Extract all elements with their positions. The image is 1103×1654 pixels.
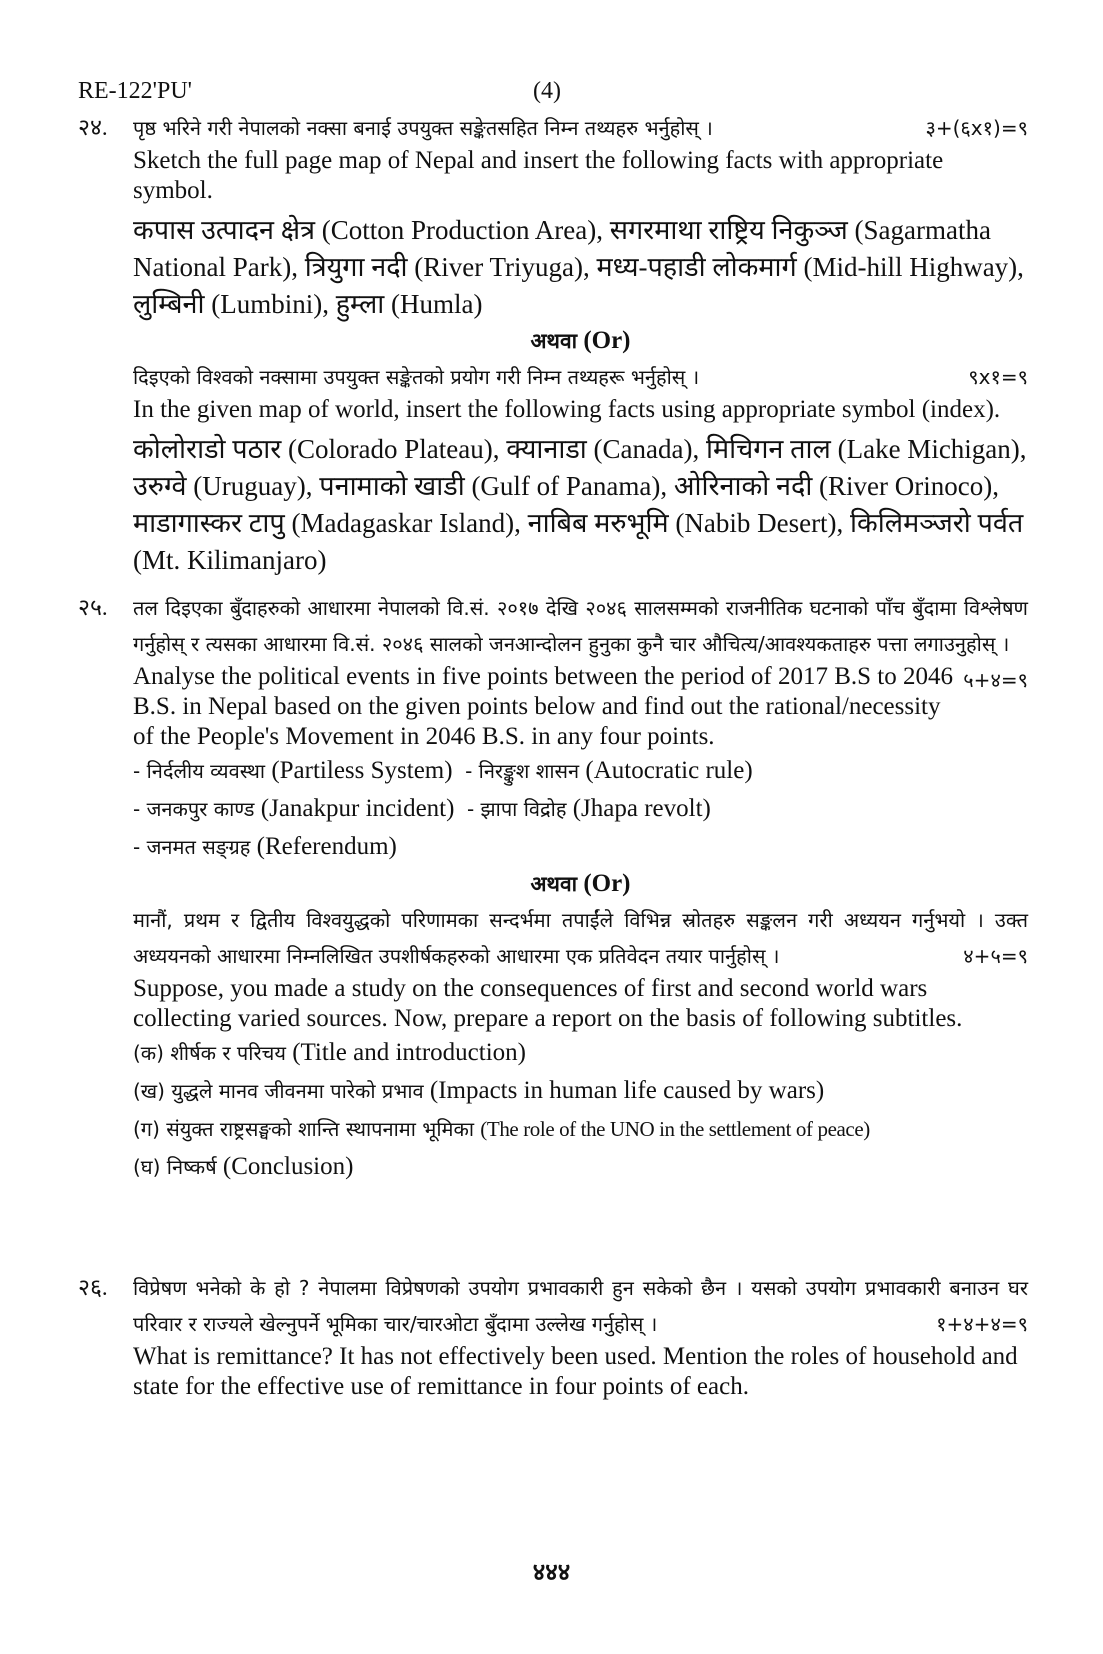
alt-question-text-en: In the given map of world, insert the following facts using appropriate symbol (index). (133, 396, 1001, 423)
alt-question-text-dev: मानौं, प्रथम र द्वितीय विश्वयुद्धको परिणामका सन्दर्भमा तपाईंले विभिन्न स्रोतहरु सङ्कलन गरी अध्ययन गर्नुभयो । उक्त अध्ययनको आधारमा निम्नलिखित उपशीर्षकहरुको आधारमा एक प्रतिवेदन तयार पार्नुहोस् । ४+५=९ (133, 902, 1028, 974)
question-number: २६. (78, 1275, 108, 1300)
or-divider: अथवा (Or) (530, 870, 631, 897)
alt-question-text-en: Suppose, you made a study on the consequences of first and second world wars collecting varied sources. Now, prepare a report on the basis of following subtitles. (133, 975, 963, 1032)
page-number: (4) (533, 78, 561, 104)
marks: १+४+४=९ (936, 1312, 1028, 1336)
facts-list: कपास उत्पादन क्षेत्र (Cotton Production Area), सगरमाथा राष्ट्रिय निकुञ्ज (Sagarmatha National Park), त्रियुगा नदी (River Triyuga), मध्य-पहाडी लोकमार्ग (Mid-hill Highway), लुम्बिनी (Lumbini), हुम्ला (Humla) (133, 215, 1024, 319)
list-item: (ग) संयुक्त राष्ट्रसङ्घको शान्ति स्थापनामा भूमिका (The role of the UNO in the settlement of peace) (133, 1117, 870, 1141)
question-text-en: Analyse the political events in five points between the period of 2017 B.S to 2046 B.S. in Nepal based on the given points below and find out the rational/necessity of the People's Movement in 2046 B.S. in any four points. (133, 663, 953, 750)
question-number: २४. (78, 115, 108, 140)
list-item: - जनकपुर काण्ड (Janakpur incident) - झापा विद्रोह (Jhapa revolt) (133, 795, 711, 822)
alt-question-text-dev: दिइएको विश्वको नक्सामा उपयुक्त सङ्केतको प्रयोग गरी निम्न तथ्यहरू भर्नुहोस् । ९x१=९ (133, 359, 1028, 395)
list-item: (क) शीर्षक र परिचय (Title and introduction) (133, 1039, 526, 1066)
list-item: - जनमत सङ्ग्रह (Referendum) (133, 833, 397, 860)
marks: ३+(६x१)=९ (925, 116, 1028, 140)
page-end-mark: ४४४ (532, 1560, 571, 1586)
marks: ५+४=९ (963, 668, 1028, 692)
page-header (78, 78, 1028, 112)
list-item: (ख) युद्धले मानव जीवनमा पारेको प्रभाव (Impacts in human life caused by wars) (133, 1077, 825, 1104)
alt-facts-list: कोलोराडो पठार (Colorado Plateau), क्यानाडा (Canada), मिचिगन ताल (Lake Michigan), उरुग्वे (Uruguay), पनामाको खाडी (Gulf of Panama), ओरिनाको नदी (River Orinoco), माडागास्कर टापु (Madagaskar Island), नाबिब मरुभूमि (Nabib Desert), किलिमञ्जरो पर्वत (Mt. Kilimanjaro) (133, 434, 1027, 575)
question-text-dev: पृष्ठ भरिने गरी नेपालको नक्सा बनाई उपयुक्त सङ्केतसहित निम्न तथ्यहरु भर्नुहोस् । ३+(६x१)=९ (133, 110, 1028, 146)
list-item: - निर्दलीय व्यवस्था (Partiless System) - निरङ्कुश शासन (Autocratic rule) (133, 757, 753, 784)
marks: ९x१=९ (968, 365, 1028, 389)
question-text-dev: विप्रेषण भनेको के हो ? नेपालमा विप्रेषणको उपयोग प्रभावकारी हुन सकेको छैन । यसको उपयोग प्रभावकारी बनाउन घर परिवार र राज्यले खेल्नुपर्ने भूमिका चार/चारओटा बुँदामा उल्लेख गर्नुहोस् । १+४+४=९ (133, 1270, 1028, 1342)
question-number: २५. (78, 595, 108, 620)
question-text-en: Sketch the full page map of Nepal and insert the following facts with appropriate symbol. (133, 147, 944, 204)
or-divider: अथवा (Or) (530, 327, 631, 354)
marks: ४+५=९ (963, 944, 1028, 968)
list-item: (घ) निष्कर्ष (Conclusion) (133, 1153, 354, 1180)
paper-code: RE-122'PU' (78, 78, 192, 104)
question-text-dev: तल दिइएका बुँदाहरुको आधारमा नेपालको वि.सं. २०१७ देखि २०४६ सालसम्मको राजनीतिक घटनाको पाँच बुँदामा विश्लेषण गर्नुहोस् र त्यसका आधारमा वि.सं. २०४६ सालको जनआन्दोलन हुनुका कुनै चार औचित्य/आवश्यकताहरु पत्ता लगाउनुहोस् । ५+४=९ (133, 590, 1028, 662)
question-text-en: What is remittance? It has not effectively been used. Mention the roles of household and state for the effective use of remittance in four points of each. (133, 1343, 1018, 1400)
